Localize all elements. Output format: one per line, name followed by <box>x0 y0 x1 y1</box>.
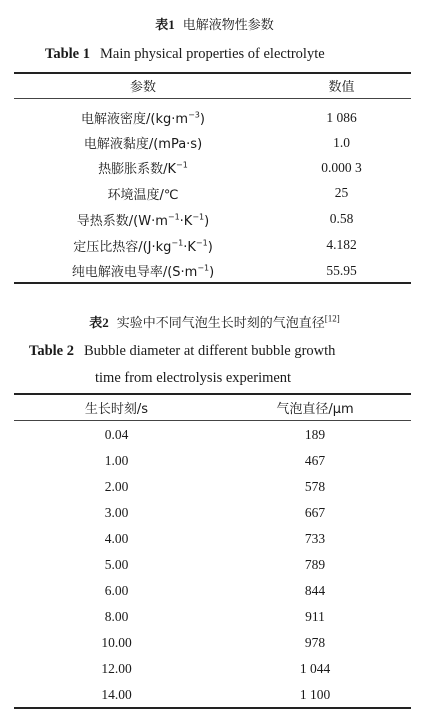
table2-ref: [12] <box>324 313 340 324</box>
time-cell: 4.00 <box>104 531 129 546</box>
ambient-temp-label: 环境温度/℃ <box>107 187 179 203</box>
table2-header-row <box>14 394 411 420</box>
diameter-cell: 1 044 <box>299 661 331 676</box>
table1-header-param: 参数 <box>129 80 156 95</box>
table-row <box>14 448 411 474</box>
time-cell: 12.00 <box>101 661 132 676</box>
diameter-cell: 667 <box>304 505 326 520</box>
table2-title-en-line2: time from electrolysis experiment <box>95 370 292 386</box>
table-row <box>14 578 411 604</box>
ambient-temp-value: 25 <box>334 185 349 200</box>
diameter-cell: 1 100 <box>299 687 331 702</box>
time-cell: 8.00 <box>104 609 129 624</box>
diameter-cell: 844 <box>304 583 326 598</box>
diameter-cell: 911 <box>305 609 325 624</box>
conductivity-thermal-label: 导热系数$/(W\cdot m^{-1}\cdot K^{-1})$ <box>76 212 210 229</box>
table-row <box>14 232 411 258</box>
electrical-conductivity-label: 纯电解液电导率$/(S\cdot m^{-1})$ <box>71 263 215 280</box>
table-row <box>14 500 411 526</box>
viscosity-value: 1.0 <box>333 134 350 150</box>
time-cell: 14.00 <box>101 687 132 702</box>
table1-title-cn: 电解液物性参数 <box>182 18 274 33</box>
expansion-label: 热膨胀系数$/K^{-1}$ <box>98 160 188 177</box>
table-row <box>14 656 411 682</box>
table1-caption-en <box>45 43 325 66</box>
table2-number-cn: 表2 <box>89 315 109 330</box>
table-row <box>14 206 411 232</box>
table2-caption-cn <box>0 312 429 331</box>
diameter-cell: 978 <box>304 635 326 650</box>
diameter-cell: 578 <box>304 479 326 494</box>
table2-title-en-line1: Bubble diameter at different bubble growth <box>84 343 336 359</box>
table-row <box>14 155 411 180</box>
table1-title-en: Main physical properties of electrolyte <box>100 46 325 62</box>
table2-header-time: 生长时刻/s <box>84 401 149 417</box>
table-row <box>14 526 411 552</box>
table1-caption-cn <box>0 14 429 33</box>
density-label: 电解液密度$/(kg\cdot m^{-3})$ <box>81 110 205 127</box>
conductivity-thermal-value: 0.58 <box>329 211 354 226</box>
time-cell: 1.00 <box>104 453 129 468</box>
table-row <box>14 552 411 578</box>
table1-number-cn: 表1 <box>155 17 175 32</box>
table-row <box>14 180 411 206</box>
diameter-cell: 189 <box>304 427 326 442</box>
time-cell: 5.00 <box>104 557 129 572</box>
electrical-conductivity-value: 55.95 <box>326 262 357 278</box>
time-cell: 6.00 <box>104 583 129 598</box>
time-cell: 2.00 <box>104 479 129 494</box>
table-row <box>14 604 411 630</box>
table2-header-diameter: 气泡直径/μm <box>276 401 354 417</box>
diameter-cell: 467 <box>304 453 326 468</box>
diameter-cell: 733 <box>304 531 326 546</box>
table-row <box>14 474 411 500</box>
time-cell: 0.04 <box>104 427 129 442</box>
table2-caption-en <box>29 340 409 390</box>
table2 <box>14 394 411 708</box>
table1 <box>14 73 411 283</box>
table-row <box>14 630 411 656</box>
table2-number-en: Table 2 <box>29 343 74 359</box>
table-row <box>14 130 411 155</box>
table1-number-en: Table 1 <box>45 46 90 62</box>
table1-header-value: 数值 <box>328 80 355 95</box>
heat-capacity-label: 定压比热容$/(J\cdot kg^{-1}\cdot K^{-1})$ <box>73 238 213 255</box>
table-row <box>14 105 411 130</box>
diameter-cell: 789 <box>304 557 326 572</box>
expansion-value: 0.000 3 <box>321 159 362 175</box>
table-row <box>14 682 411 708</box>
viscosity-label: 电解液黏度/(mPa·s) <box>83 137 203 152</box>
table-row <box>14 258 411 283</box>
time-cell: 10.00 <box>101 635 132 650</box>
table2-title-cn: 实验中不同气泡生长时刻的气泡直径 <box>116 316 325 331</box>
heat-capacity-value: 4.182 <box>326 237 357 252</box>
table1-header-row <box>14 73 411 98</box>
table-row <box>14 422 411 448</box>
density-value: 1 086 <box>326 109 357 125</box>
time-cell: 3.00 <box>104 505 129 520</box>
